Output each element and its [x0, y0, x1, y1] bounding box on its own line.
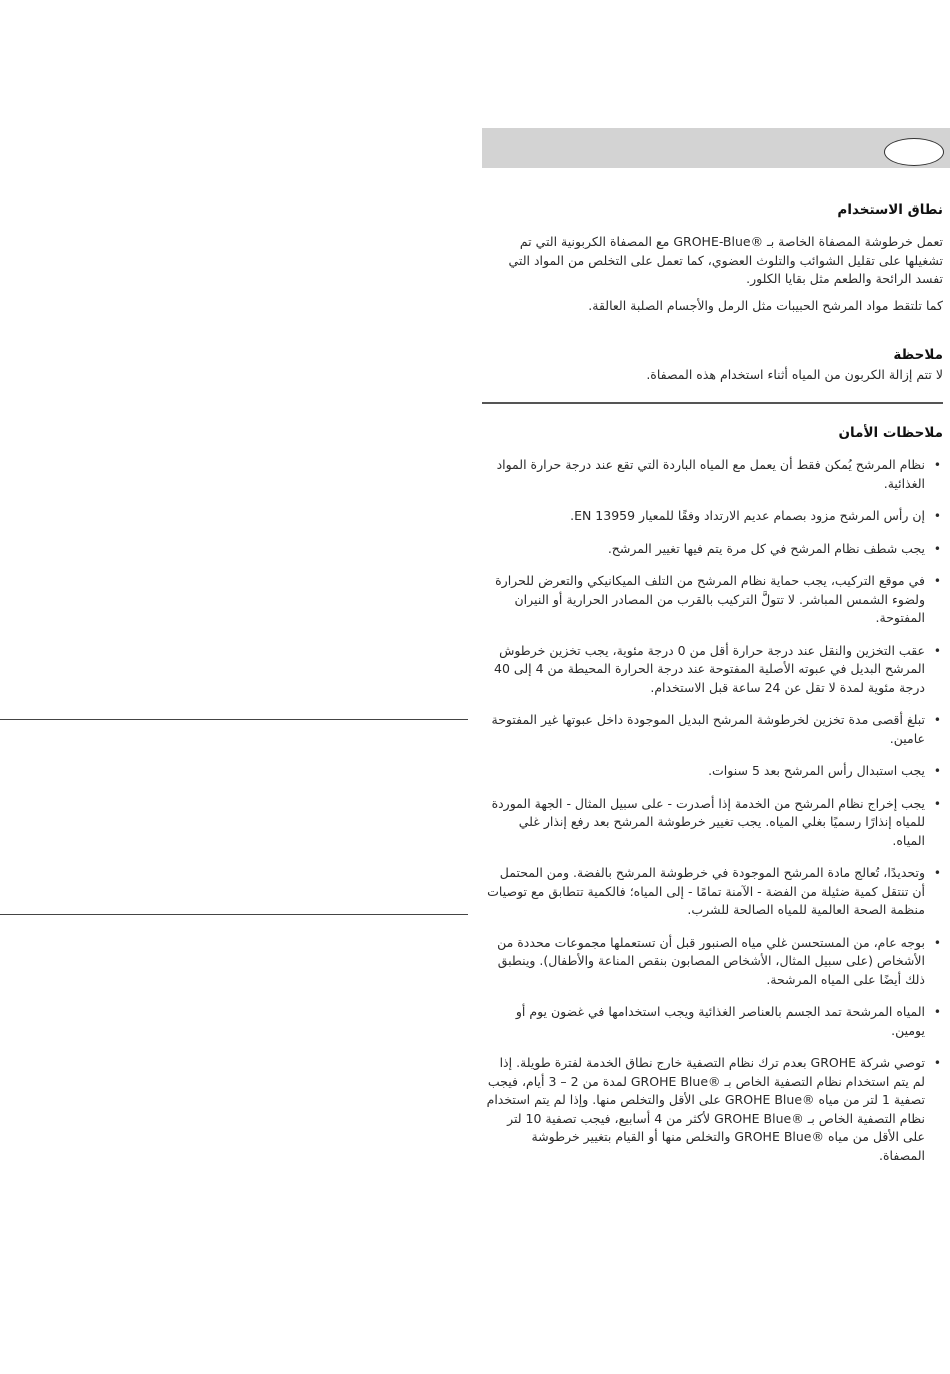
- language-oval-marker: [884, 138, 944, 166]
- bullet-icon: •: [933, 458, 941, 472]
- safety-item: • وتحديدًا، تُعالج مادة المرشح الموجودة في خرطوشة المرشح بالفضة. ومن المحتمل أن تنتقل كمية ضئيلة من الفضة - الآمنة تمامًا - إلى المياه؛ فالكمية تتطابق مع توصيات منظمة الصحة العالمية للمياه الصالحة للشرب.: [487, 865, 941, 917]
- note-title: ملاحظة: [893, 347, 943, 363]
- safety-item: • يجب استبدال رأس المرشح بعد 5 سنوات.: [482, 762, 943, 781]
- safety-item: • يجب شطف نظام المرشح في كل مرة يتم فيها تغيير المرشح.: [482, 540, 943, 559]
- safety-item: • نظام المرشح يُمكن فقط أن يعمل مع المياه الباردة التي تقع عند درجة حرارة المواد الغذائية.: [496, 457, 941, 491]
- safety-item: • بوجه عام، من المستحسن غلي مياه الصنبور قبل أن تستعملها مجموعات محددة من الأشخاص (على سبيل المثال، الأشخاص المصابون بنقص المناعة والأطفال). وينطبق ذلك أيضًا على المياه المرشحة.: [497, 934, 941, 987]
- scope-paragraph-2: كما تلتقط مواد المرشح الحبيبات مثل الرمل والأجسام الصلبة العالقة.: [588, 297, 943, 313]
- bullet-icon: •: [933, 643, 941, 658]
- bullet-icon: •: [933, 764, 941, 778]
- bullet-icon: •: [933, 541, 941, 556]
- safety-list: [482, 456, 943, 1165]
- left-column-rule-1: [0, 719, 468, 720]
- bullet-icon: •: [933, 509, 941, 523]
- bullet-icon: •: [933, 713, 941, 727]
- safety-item: • في موقع التركيب، يجب حماية نظام المرشح من التلف الميكانيكي والتعرض للحرارة ولضوء الشمس المباشر. لا تتولَّ التركيب بالقرب من المصادر الحرارية أو النيران المفتوحة.: [495, 573, 941, 625]
- safety-item: • تبلغ أقصى مدة تخزين لخرطوشة المرشح البديل الموجودة داخل عبوتها غير المفتوحة عامين.: [491, 712, 941, 746]
- safety-item: • توصي شركة GROHE بعدم ترك نظام التصفية خارج نطاق الخدمة لفترة طويلة. إذا لم يتم استخدام نظام التصفية الخاص بـ ®GROHE Blue لمدة من 2 – 3 أيام، فيجب تصفية 1 لتر من مياه ®GROHE Blue على الأقل والتخلص منها. وإذا لم يتم استخدام نظام التصفية الخاص بـ ®GROHE Blue لأكثر من 4 أسابيع، فيجب تصفية 10 لتر على الأقل من مياه ®GROHE Blue والتخلص منها أو القيام بتغيير خرطوشة المصفاة.: [486, 1055, 941, 1163]
- note-text: لا تتم إزالة الكربون من المياه أثناء استخدام هذه المصفاة.: [646, 367, 943, 382]
- bullet-icon: •: [933, 1056, 941, 1070]
- bullet-icon: •: [933, 796, 941, 811]
- scope-section: [482, 201, 943, 315]
- bullet-icon: •: [933, 574, 941, 588]
- scope-title: نطاق الاستخدام: [837, 202, 943, 218]
- safety-item: • المياه المرشحة تمد الجسم بالعناصر الغذائية ويجب استخدامها في غضون يوم أو يومين.: [515, 1004, 941, 1038]
- safety-section: [482, 424, 943, 1165]
- safety-title: ملاحظات الأمان: [838, 425, 943, 441]
- safety-item: • عقب التخزين والنقل عند درجة حرارة أقل من 0 درجة مئوية، يجب تخزين خرطوش المرشح البديل في عبوته الأصلية المفتوحة عند درجة الحرارة المحيطة من 4 إلى 40 درجة مئوية لمدة لا تقل عن 24 ساعة قبل الاستخدام.: [494, 642, 941, 695]
- safety-item: • يجب إخراج نظام المرشح من الخدمة إذا أصدرت - على سبيل المثال - الجهة الموردة للمياه إنذارًا رسميًا بغلي المياه. يجب تغيير خرطوشة المرشح بعد رفع إنذار غلي المياه.: [491, 795, 941, 848]
- section-divider: [482, 402, 943, 404]
- bullet-icon: •: [933, 866, 941, 880]
- left-column-rule-2: [0, 914, 468, 915]
- note-section: [482, 346, 943, 385]
- scope-paragraph-1: تعمل خرطوشة المصفاة الخاصة بـ ®GROHE-Blue مع المصفاة الكربونية التي تم تشغيلها على تقليل الشوائب والتلوث العضوي، كما تعمل على التخلص من المواد التي تفسد الرائحة والطعم مثل بقايا الكلور.: [508, 234, 943, 286]
- section-header-bar: [482, 128, 950, 168]
- safety-item: • إن رأس المرشح مزود بصمام عديم الارتداد وفقًا للمعيار EN 13959.: [482, 507, 943, 526]
- bullet-icon: •: [933, 935, 941, 950]
- bullet-icon: •: [933, 1005, 941, 1019]
